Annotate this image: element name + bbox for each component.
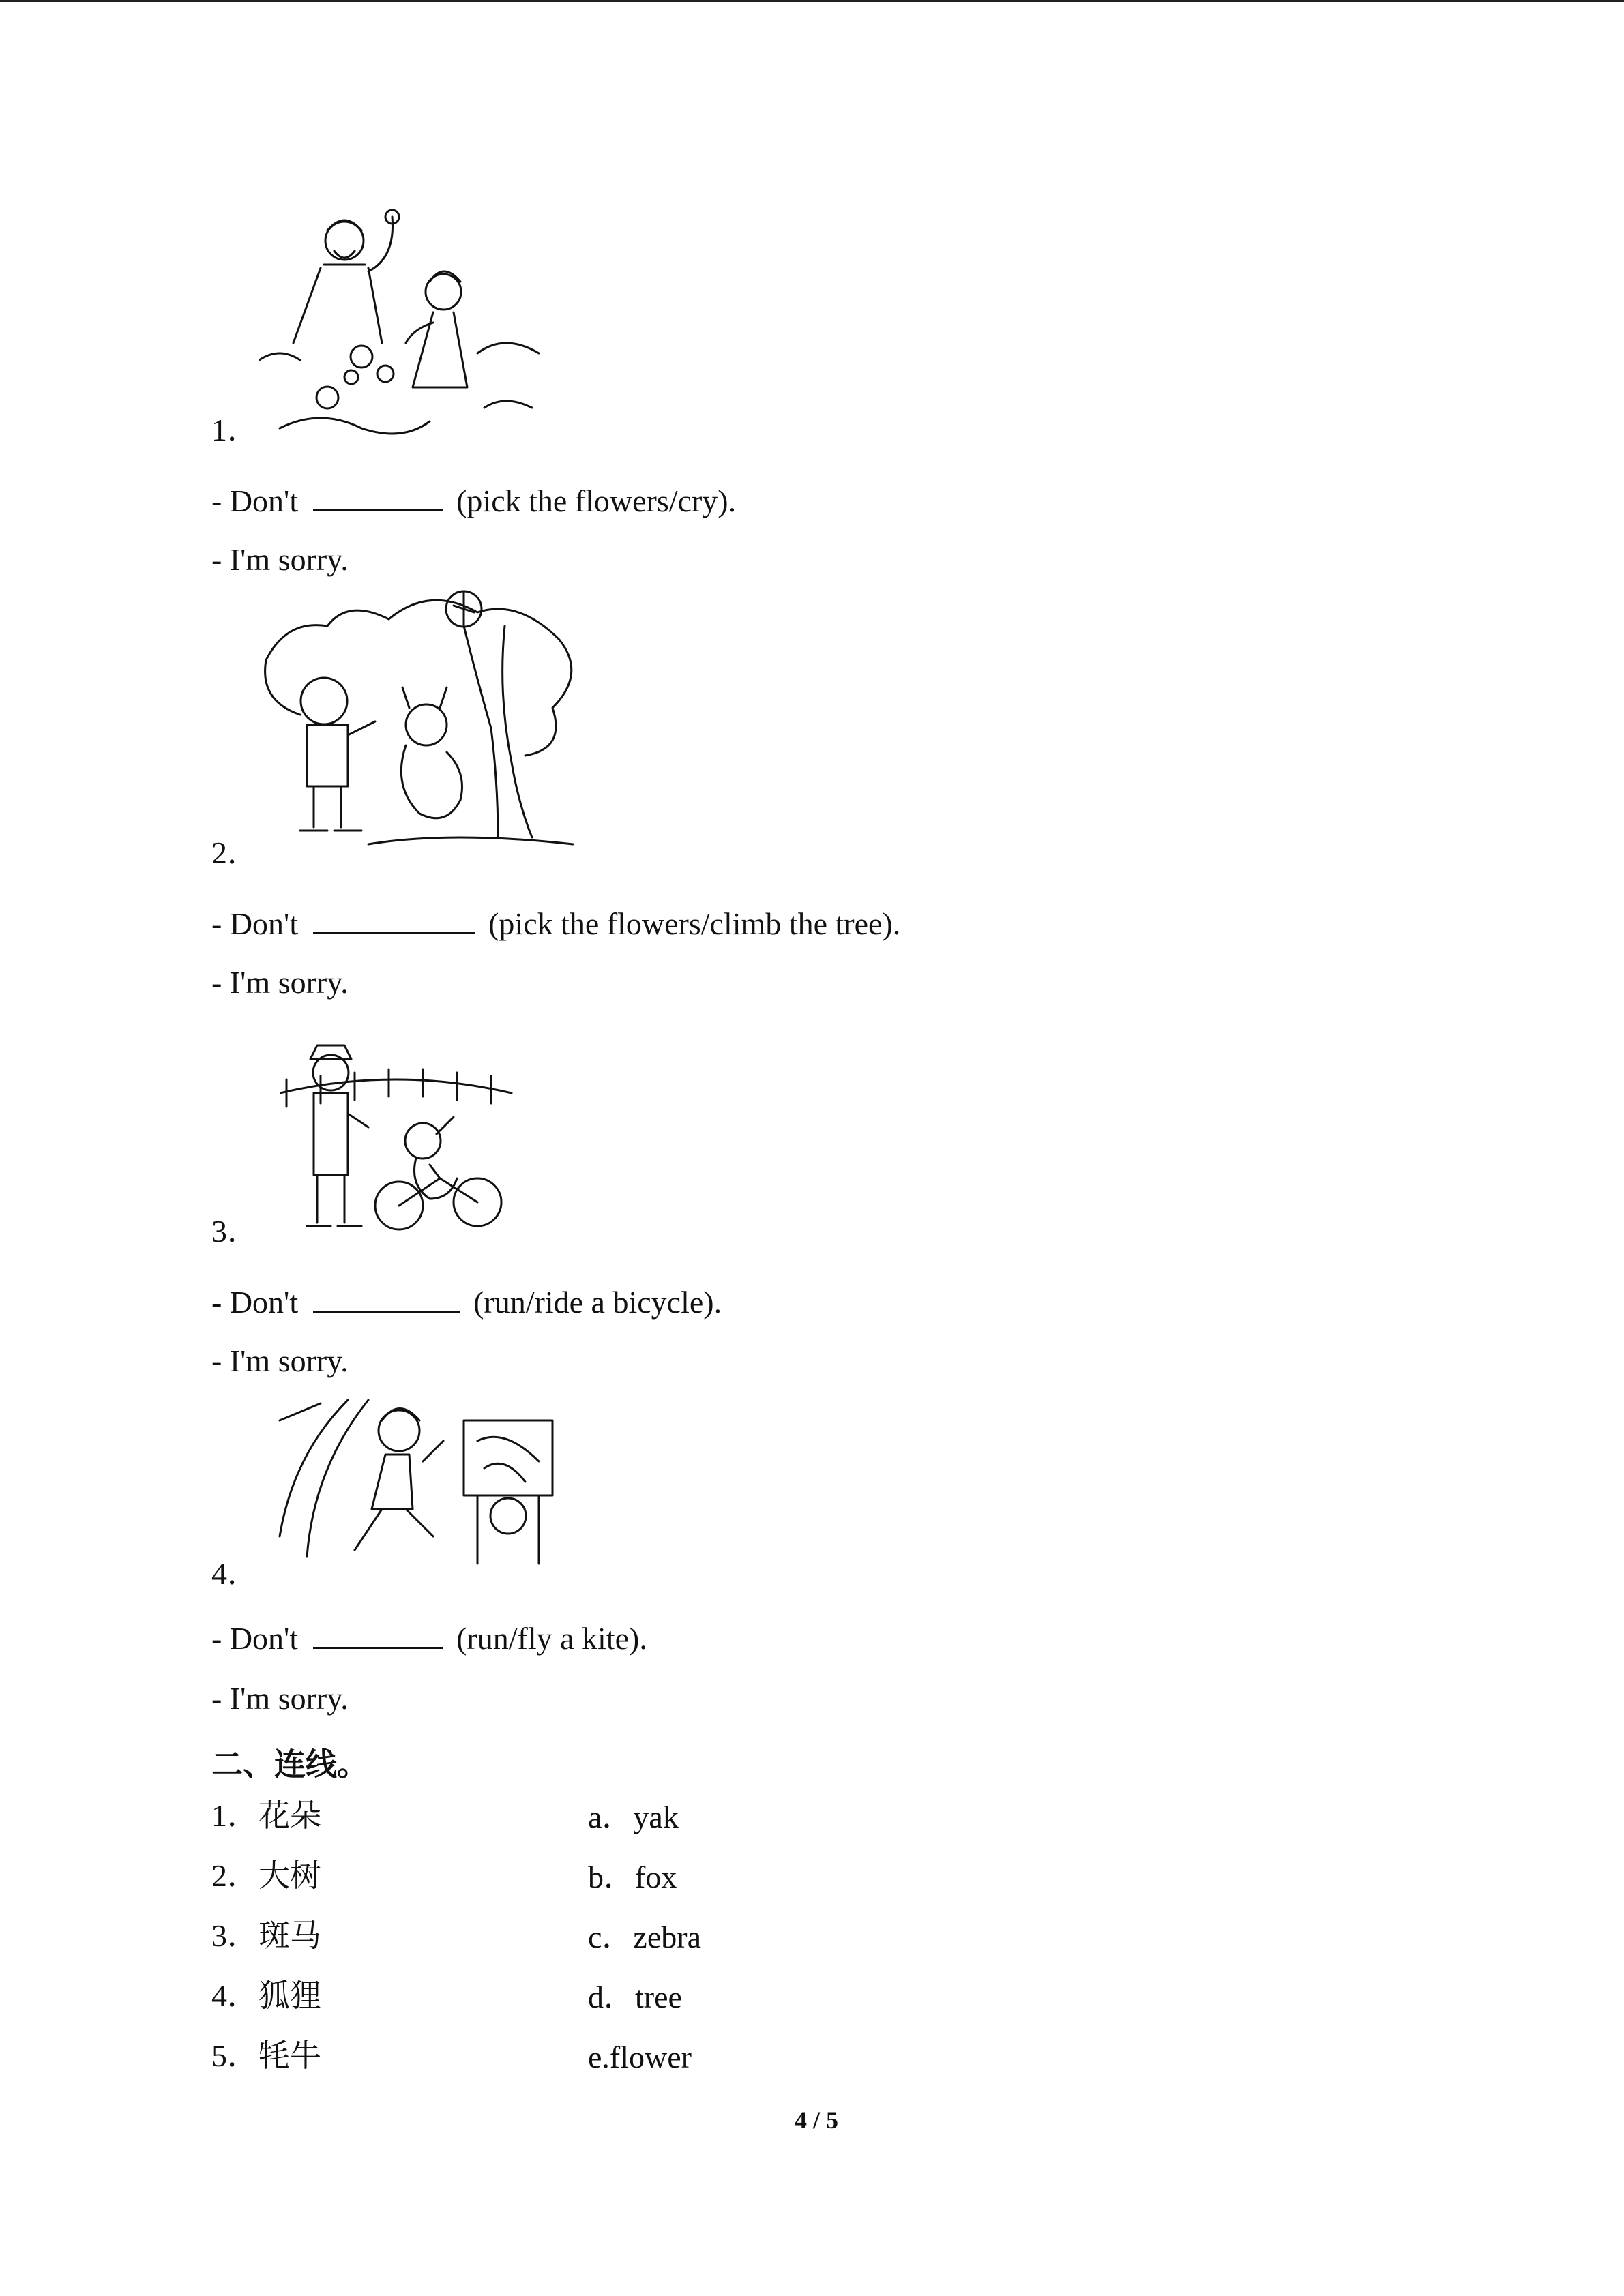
- question-1-options: (pick the flowers/cry).: [456, 483, 737, 518]
- question-2-dont: - Don't: [211, 906, 299, 941]
- match-left-4: 4．狐狸: [211, 1978, 321, 2013]
- question-2-number: 2．: [211, 835, 259, 870]
- question-1-prompt: [211, 485, 736, 517]
- question-4-prompt: [211, 1622, 647, 1654]
- question-3-reply: - I'm sorry.: [211, 1343, 349, 1378]
- match-right-e: e.flower: [588, 2040, 692, 2074]
- question-1-answer-blank[interactable]: [313, 485, 443, 511]
- question-1-reply: - I'm sorry.: [211, 542, 349, 577]
- match-right-d: d．tree: [588, 1980, 682, 2014]
- question-2-reply: - I'm sorry.: [211, 965, 349, 1000]
- riding-bicycle-illustration: [280, 1039, 525, 1233]
- match-left-1: 1．花朵: [211, 1798, 321, 1833]
- match-right-c: c．zebra: [588, 1920, 701, 1954]
- match-right-a: a．yak: [588, 1800, 679, 1834]
- page-number: 4 / 5: [795, 2106, 839, 2134]
- picking-flowers-illustration: [259, 203, 552, 438]
- question-4-reply: - I'm sorry.: [211, 1681, 349, 1716]
- question-4-dont: - Don't: [211, 1621, 299, 1656]
- section-2-title: 二、连线。: [211, 1747, 368, 1782]
- question-3-number: 3．: [211, 1214, 259, 1249]
- question-4-number: 4．: [211, 1556, 259, 1591]
- match-left-5: 5．牦牛: [211, 2038, 321, 2073]
- match-left-3: 3．斑马: [211, 1918, 321, 1953]
- climbing-tree-illustration: [259, 585, 580, 858]
- running-in-hallway-illustration: [273, 1393, 566, 1570]
- match-left-2: 2．大树: [211, 1858, 321, 1893]
- question-2-answer-blank[interactable]: [313, 908, 475, 934]
- question-4-options: (run/fly a kite).: [456, 1621, 647, 1656]
- question-3-answer-blank[interactable]: [313, 1286, 460, 1313]
- question-1-number: 1．: [211, 413, 259, 447]
- question-3-prompt: [211, 1286, 722, 1318]
- question-3-dont: - Don't: [211, 1285, 299, 1320]
- question-2-prompt: [211, 908, 900, 940]
- match-right-b: b．fox: [588, 1860, 677, 1894]
- question-3-options: (run/ride a bicycle).: [473, 1285, 722, 1320]
- question-4-answer-blank[interactable]: [313, 1622, 443, 1649]
- question-1-dont: - Don't: [211, 483, 299, 518]
- question-2-options: (pick the flowers/climb the tree).: [488, 906, 901, 941]
